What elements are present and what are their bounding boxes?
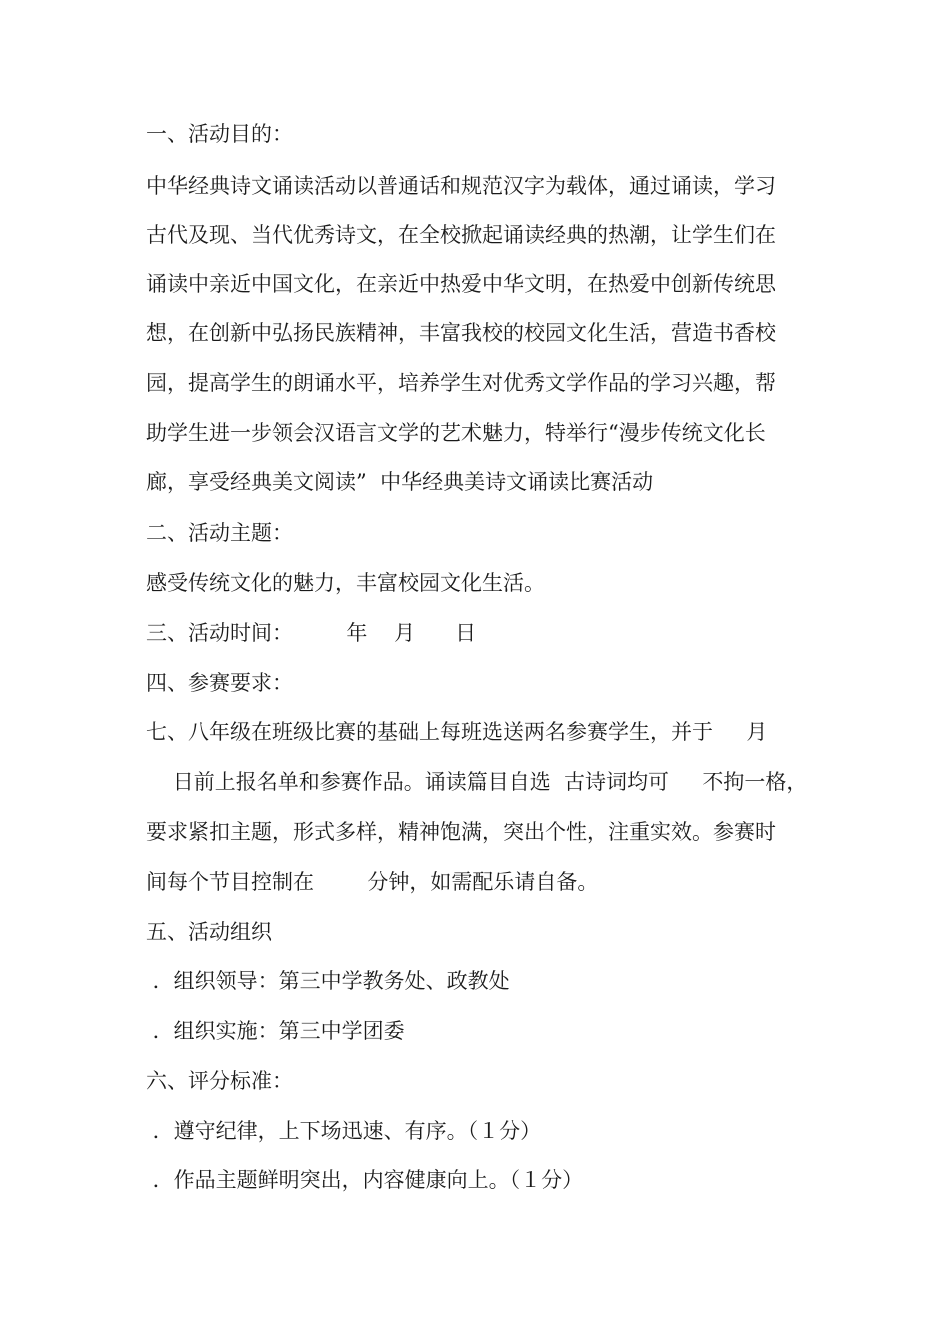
list-item: ．组织领导：第三中学教务处、政教处 — [146, 969, 510, 993]
section-heading-requirements: 四、参赛要求： — [146, 671, 293, 695]
paragraph-line: 中华经典诗文诵读活动以普通话和规范汉字为载体，通过诵读，学习 — [146, 174, 776, 198]
paragraph-line: 七、八年级在班级比赛的基础上每班选送两名参赛学生，并于 月 — [146, 720, 768, 744]
list-item: ．遵守纪律，上下场迅速、有序。（１分） — [146, 1119, 542, 1143]
section-heading-time: 三、活动时间： 年 月 日 — [146, 621, 477, 645]
paragraph-line: 园，提高学生的朗诵水平，培养学生对优秀文学作品的学习兴趣，帮 — [146, 371, 776, 395]
paragraph-line: 感受传统文化的魅力，丰富校园文化生活。 — [146, 571, 545, 595]
paragraph-line: 想，在创新中弘扬民族精神，丰富我校的校园文化生活，营造书香校 — [146, 321, 776, 345]
paragraph-line: 廊，享受经典美文阅读” 中华经典美诗文诵读比赛活动 — [146, 470, 654, 494]
list-item: ．作品主题鲜明突出，内容健康向上。（１分） — [146, 1168, 584, 1192]
section-heading-purpose: 一、活动目的： — [146, 122, 293, 146]
list-item: ．组织实施：第三中学团委 — [146, 1019, 405, 1043]
section-heading-organization: 五、活动组织 — [146, 920, 272, 944]
paragraph-line: 助学生进一步领会汉语言文学的艺术魅力，特举行“漫步传统文化长 — [146, 421, 766, 445]
paragraph-line: 要求紧扣主题，形式多样，精神饱满，突出个性，注重实效。参赛时 — [146, 820, 776, 844]
paragraph-line: 日前上报名单和参赛作品。诵读篇目自选 古诗词均可 不拘一格， — [146, 770, 808, 794]
paragraph-line: 古代及现、当代优秀诗文，在全校掀起诵读经典的热潮，让学生们在 — [146, 223, 776, 247]
paragraph-line: 间每个节目控制在 分钟，如需配乐请自备。 — [146, 870, 599, 894]
paragraph-line: 诵读中亲近中国文化，在亲近中热爱中华文明，在热爱中创新传统思 — [146, 272, 776, 296]
section-heading-theme: 二、活动主题： — [146, 521, 293, 545]
section-heading-scoring: 六、评分标准： — [146, 1069, 293, 1093]
